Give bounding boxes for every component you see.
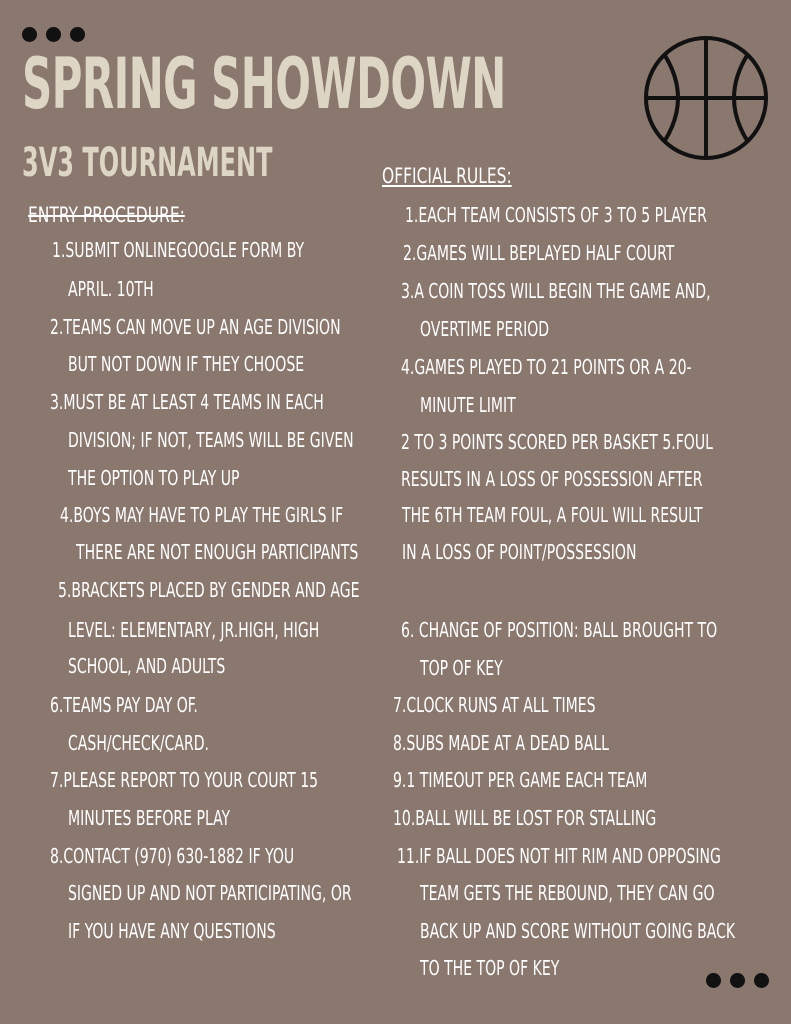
rule-line: 7.CLOCK RUNS AT ALL TIMES	[393, 693, 596, 717]
entry-line: DIVISION; IF NOT, TEAMS WILL BE GIVEN	[68, 428, 354, 452]
rule-line: THE 6TH TEAM FOUL, A FOUL WILL RESULT	[402, 503, 703, 527]
rule-line: RESULTS IN A LOSS OF POSSESSION AFTER	[401, 467, 703, 491]
entry-line: THERE ARE NOT ENOUGH PARTICIPANTS	[76, 540, 359, 564]
official-rules-heading: OFFICIAL RULES:	[382, 164, 512, 188]
rule-line: 8.SUBS MADE AT A DEAD BALL	[393, 731, 609, 755]
rule-line: 1.EACH TEAM CONSISTS OF 3 TO 5 PLAYER	[405, 203, 707, 227]
dot-icon	[70, 27, 85, 42]
rule-line: 10.BALL WILL BE LOST FOR STALLING	[393, 806, 657, 830]
rule-line: TEAM GETS THE REBOUND, THEY CAN GO	[420, 881, 715, 905]
entry-line: THE OPTION TO PLAY UP	[68, 466, 240, 490]
rule-line: OVERTIME PERIOD	[420, 317, 550, 341]
entry-line: 7.PLEASE REPORT TO YOUR COURT 15	[50, 768, 319, 792]
decorative-dots-bottom	[706, 973, 769, 988]
rule-line: TOP OF KEY	[420, 656, 503, 680]
rule-line: BACK UP AND SCORE WITHOUT GOING BACK	[420, 919, 736, 943]
rule-line: IN A LOSS OF POINT/POSSESSION	[402, 540, 637, 564]
dot-icon	[754, 973, 769, 988]
rule-line: 6. CHANGE OF POSITION: BALL BROUGHT TO	[401, 618, 718, 642]
entry-line: 8.CONTACT (970) 630-1882 IF YOU	[50, 844, 295, 868]
entry-line: 6.TEAMS PAY DAY OF.	[50, 693, 198, 717]
entry-line: BUT NOT DOWN IF THEY CHOOSE	[68, 352, 305, 376]
entry-line: MINUTES BEFORE PLAY	[68, 806, 231, 830]
entry-line: 2.TEAMS CAN MOVE UP AN AGE DIVISION	[50, 315, 341, 339]
page-title: SPRING SHOWDOWN	[22, 43, 506, 125]
dot-icon	[46, 27, 61, 42]
dot-icon	[706, 973, 721, 988]
dot-icon	[730, 973, 745, 988]
rule-line: 9.1 TIMEOUT PER GAME EACH TEAM	[393, 768, 648, 792]
entry-line: LEVEL: ELEMENTARY, JR.HIGH, HIGH	[68, 618, 320, 642]
entry-line: 1.SUBMIT ONLINEGOOGLE FORM BY	[52, 238, 305, 262]
entry-procedure-heading: ENTRY PROCEDURE:	[28, 203, 185, 227]
decorative-dots-top	[22, 27, 85, 42]
rule-line: 11.IF BALL DOES NOT HIT RIM AND OPPOSING	[397, 844, 721, 868]
rule-line: 3.A COIN TOSS WILL BEGIN THE GAME AND,	[401, 279, 711, 303]
entry-line: 5.BRACKETS PLACED BY GENDER AND AGE	[58, 578, 360, 602]
rule-line: TO THE TOP OF KEY	[420, 956, 560, 980]
entry-line: SIGNED UP AND NOT PARTICIPATING, OR	[68, 881, 352, 905]
dot-icon	[22, 27, 37, 42]
entry-line: SCHOOL, AND ADULTS	[68, 654, 226, 678]
basketball-icon	[642, 34, 770, 162]
entry-line: APRIL. 10TH	[68, 277, 154, 301]
rule-line: MINUTE LIMIT	[420, 393, 516, 417]
entry-line: 4.BOYS MAY HAVE TO PLAY THE GIRLS IF	[60, 503, 344, 527]
entry-line: CASH/CHECK/CARD.	[68, 731, 209, 755]
page-subtitle: 3V3 TOURNAMENT	[22, 140, 273, 186]
rule-line: 2 TO 3 POINTS SCORED PER BASKET 5.FOUL	[401, 430, 713, 454]
rule-line: 2.GAMES WILL BEPLAYED HALF COURT	[403, 241, 675, 265]
entry-line: 3.MUST BE AT LEAST 4 TEAMS IN EACH	[50, 390, 324, 414]
entry-line: IF YOU HAVE ANY QUESTIONS	[68, 919, 276, 943]
rule-line: 4.GAMES PLAYED TO 21 POINTS OR A 20-	[401, 355, 692, 379]
